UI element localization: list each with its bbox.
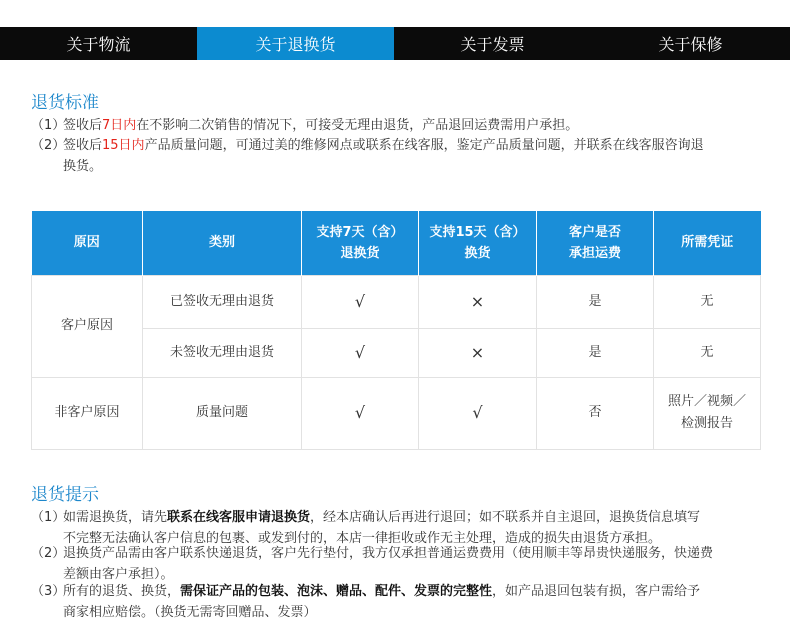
tab-warranty[interactable]: 关于保修 xyxy=(658,35,723,54)
item-text: ，经本店确认后再进行退回；如不联系并自主退回，退换货信息填写 xyxy=(310,510,701,525)
return-standard-title: 退货标准 xyxy=(31,93,99,113)
item-index: （2） xyxy=(31,138,66,153)
tab-logistics[interactable]: 关于物流 xyxy=(66,35,131,54)
cross-icon: × xyxy=(419,275,537,328)
tab-invoice[interactable]: 关于发票 xyxy=(460,35,525,54)
highlight-text: 7日内 xyxy=(102,118,137,133)
header-line: 换货 xyxy=(464,245,491,261)
header-15-day xyxy=(419,211,537,275)
tab-bar xyxy=(0,27,790,60)
reason-cell: 非客户原因 xyxy=(32,377,143,449)
return-policy-table xyxy=(31,211,761,450)
item-text-continuation: 差额由客户承担）。 xyxy=(63,567,174,582)
header-line: 支持15天（含） xyxy=(429,224,526,240)
item-index: （1） xyxy=(31,510,66,525)
proof-line: 照片／视频／ xyxy=(667,394,746,409)
highlight-text: 15日内 xyxy=(102,138,145,153)
item-text-continuation: 商家相应赔偿。（换货无需寄回赠品、发票） xyxy=(63,605,317,620)
proof-cell: 无 xyxy=(654,328,761,377)
table-row xyxy=(32,275,761,328)
table-row xyxy=(32,377,761,449)
item-index: （2） xyxy=(31,546,66,561)
proof-cell: 无 xyxy=(654,275,761,328)
category-cell: 质量问题 xyxy=(143,377,302,449)
return-standard-item-2 xyxy=(31,135,766,177)
item-text: 所有的退货、换货， xyxy=(63,584,181,599)
item-text: 产品质量问题，可通过美的维修网点或联系在线客服，鉴定产品质量问题，并联系在线客服咨询退 xyxy=(144,138,704,153)
item-text: 签收后 xyxy=(63,138,103,153)
check-icon: √ xyxy=(419,377,537,449)
freight-cell: 是 xyxy=(537,328,654,377)
header-line: 退换货 xyxy=(340,245,380,261)
item-text: 签收后 xyxy=(63,118,103,133)
header-7-day xyxy=(302,211,419,275)
freight-cell: 否 xyxy=(537,377,654,449)
header-freight xyxy=(537,211,654,275)
tab-returns[interactable]: 关于退换货 xyxy=(197,27,394,60)
header-category: 类别 xyxy=(143,211,302,275)
item-text: 退换货产品需由客户联系快递退货，客户先行垫付，我方仅承担普通运费费用（使用顺丰等昂贵快递服务，快递费 xyxy=(63,546,714,561)
item-text: ，如产品退回包装有损，客户需给予 xyxy=(492,584,701,599)
return-tips-item-3 xyxy=(31,581,766,623)
header-line: 客户是否 xyxy=(568,224,621,240)
freight-cell: 是 xyxy=(537,275,654,328)
item-index: （3） xyxy=(31,584,66,599)
header-line: 支持7天（含） xyxy=(316,224,404,240)
table-header-row xyxy=(32,211,761,275)
return-tips-item-2 xyxy=(31,543,766,585)
item-text: 在不影响二次销售的情况下，可接受无理由退货，产品退回运费需用户承担。 xyxy=(136,118,579,133)
proof-cell xyxy=(654,377,761,449)
cross-icon: × xyxy=(419,328,537,377)
category-cell: 已签收无理由退货 xyxy=(143,275,302,328)
item-text-continuation: 换货。 xyxy=(63,159,103,174)
bold-text: 联系在线客服申请退换货 xyxy=(167,510,311,525)
bold-text: 需保证产品的包装、泡沫、赠品、配件、发票的完整性 xyxy=(180,584,493,599)
check-icon: √ xyxy=(302,377,419,449)
return-standard-item-1 xyxy=(31,115,766,136)
header-reason: 原因 xyxy=(32,211,143,275)
check-icon: √ xyxy=(302,328,419,377)
header-line: 承担运费 xyxy=(568,245,621,261)
header-proof: 所需凭证 xyxy=(654,211,761,275)
item-index: （1） xyxy=(31,118,66,133)
check-icon: √ xyxy=(302,275,419,328)
return-tips-title: 退货提示 xyxy=(31,485,99,505)
proof-line: 检测报告 xyxy=(680,416,733,431)
category-cell: 未签收无理由退货 xyxy=(143,328,302,377)
reason-cell: 客户原因 xyxy=(32,275,143,377)
item-text: 如需退换货，请先 xyxy=(63,510,168,525)
item-text-continuation: 不完整无法确认客户信息的包裹、或发到付的，本店一律拒收或作无主处理，造成的损失由退货方承担。 xyxy=(63,531,662,546)
